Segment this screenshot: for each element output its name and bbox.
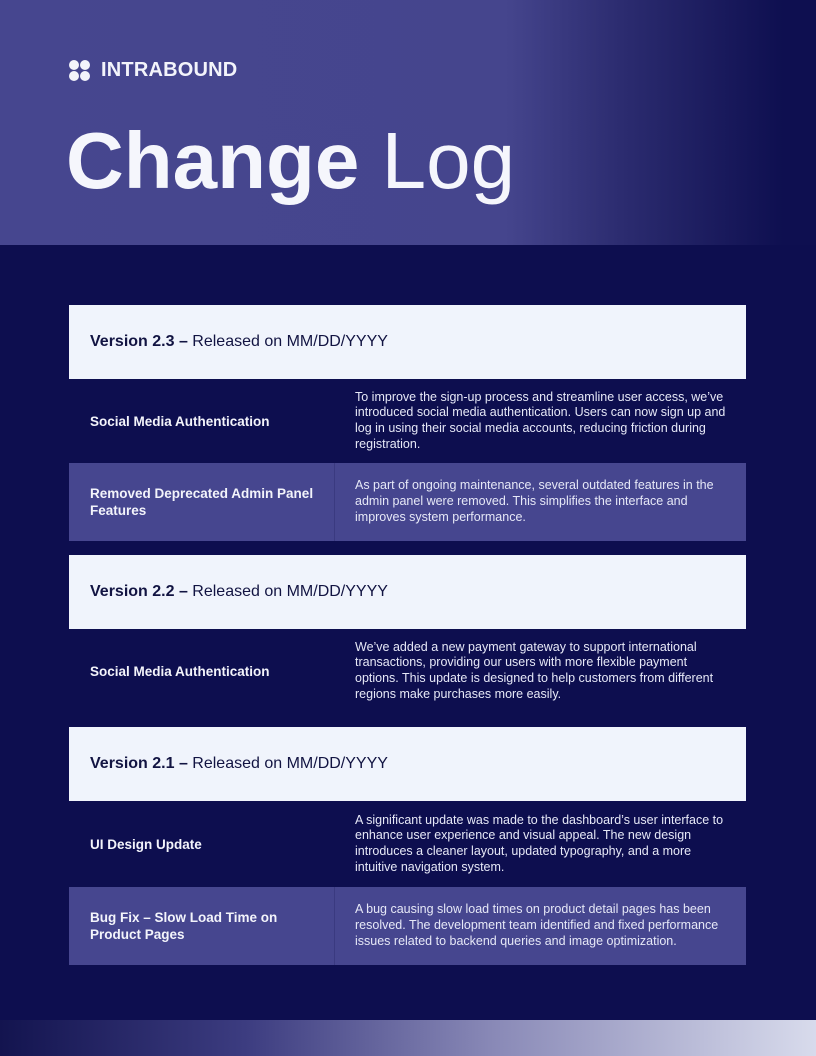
- release-date: Released on MM/DD/YYYY: [192, 583, 388, 600]
- page-title-bold: Change: [66, 116, 360, 205]
- change-feature: UI Design Update: [90, 836, 202, 852]
- version-header: [69, 305, 746, 379]
- change-description: We’ve added a new payment gateway to support international transactions, providing our users with more flexible payment options. This update is designed to help customers from different regions make purchases more easily.: [355, 639, 714, 701]
- change-feature: Social Media Authentication: [90, 413, 270, 429]
- four-dots-logo-icon: [69, 60, 91, 82]
- version-header: [69, 555, 746, 629]
- header-banner: [0, 0, 816, 245]
- change-feature: Removed Deprecated Admin Panel Features: [69, 463, 335, 541]
- version-section-2-3: [69, 305, 746, 541]
- change-description: A bug causing slow load times on product detail pages has been resolved. The development team identified and fixed performance issues related to backend queries and image optimization.: [355, 902, 719, 948]
- change-row: [69, 801, 746, 887]
- change-row: [69, 379, 746, 463]
- release-date: Released on MM/DD/YYYY: [192, 333, 388, 350]
- version-header: [69, 727, 746, 801]
- brand-name: INTRABOUND: [101, 59, 238, 81]
- version-number: Version 2.3 –: [90, 333, 188, 350]
- release-date: Released on MM/DD/YYYY: [192, 755, 388, 772]
- change-description: As part of ongoing maintenance, several outdated features in the admin panel were removed. This simplifies the interface and improves system performance.: [355, 478, 714, 524]
- change-description: A significant update was made to the dashboard’s user interface to enhance user experience and visual appeal. The new design introduces a cleaner layout, updated typography, and a more intuitive navigation system.: [355, 812, 724, 874]
- version-number: Version 2.1 –: [90, 755, 188, 772]
- version-section-2-1: [69, 727, 746, 965]
- version-number: Version 2.2 –: [90, 583, 188, 600]
- page-title: [66, 113, 515, 209]
- change-description: To improve the sign-up process and streamline user access, we’ve introduced social media authentication. Users can now sign up and log in using their social media accounts, reducing friction during registration.: [355, 389, 726, 451]
- change-row: [69, 463, 746, 541]
- change-feature: Bug Fix – Slow Load Time on Product Pages: [69, 887, 335, 965]
- brand: [69, 59, 237, 82]
- page-title-light: Log: [381, 116, 516, 205]
- change-feature: Social Media Authentication: [90, 663, 270, 679]
- change-row: [69, 887, 746, 965]
- footer-gradient-bar: [0, 1020, 816, 1056]
- change-row: [69, 629, 746, 713]
- version-section-2-2: [69, 555, 746, 713]
